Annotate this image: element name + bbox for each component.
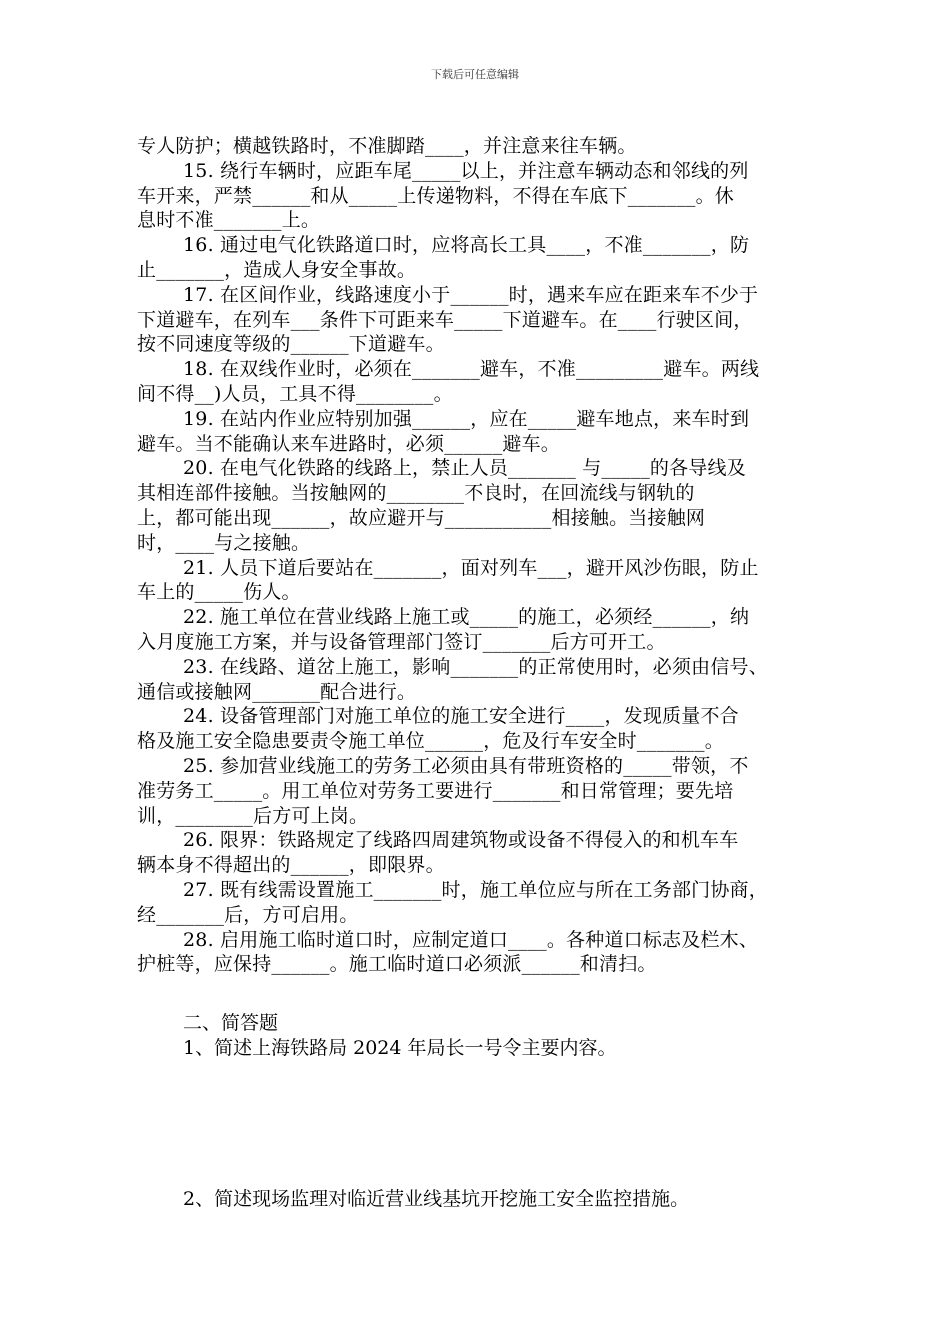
section-title: 二、简答题: [183, 1012, 279, 1034]
text-line: 息时不准_______上。: [137, 209, 321, 232]
text-line: 车开来，严禁______和从_____上传递物料，不得在车底下_______。休: [137, 184, 735, 207]
text-line: 20. 在电气化铁路的线路上，禁止人员_______ 与_____的各导线及: [183, 457, 746, 480]
text-line: 15. 绕行车辆时，应距车尾_____以上，并注意车辆动态和邻线的列: [183, 159, 749, 182]
text-line: 22. 施工单位在营业线路上施工或_____的施工，必须经______，纳: [183, 606, 750, 629]
question-1: 1、简述上海铁路局 2024 年局长一号令主要内容。: [183, 1037, 617, 1059]
question-2: 2、简述现场监理对临近营业线基坑开挖施工安全监控措施。: [183, 1188, 690, 1210]
text-line: 上，都可能出现______，故应避开与___________相接触。当接触网: [137, 506, 706, 529]
text-line: 经_______后，方可启用。: [137, 903, 359, 926]
text-line: 时，____与之接触。: [137, 531, 311, 554]
text-line: 其相连部件接触。当按触网的________不良时，在回流线与钢轨的: [137, 482, 695, 505]
text-line: 通信或接触网_______配合进行。: [137, 680, 417, 703]
text-line: 按不同速度等级的______下道避车。: [137, 333, 445, 356]
text-line: 避车。当不能确认来车进路时，必须______避车。: [137, 432, 561, 455]
text-line: 准劳务工_____。用工单位对劳务工要进行_______和日常管理；要先培: [137, 779, 734, 802]
text-line: 止_______，造成人身安全事故。: [137, 258, 417, 281]
text-line: 19. 在站内作业应特别加强______，应在_____避车地点，来车时到: [183, 407, 750, 430]
text-line: 18. 在双线作业时，必须在_______避车，不准_________避车。两线: [183, 358, 760, 381]
text-line: 专人防护；横越铁路时，不准脚踏____，并注意来往车辆。: [137, 135, 637, 157]
text-line: 26. 限界：铁路规定了线路四周建筑物或设备不得侵入的和机车车: [183, 829, 739, 852]
text-line: 格及施工安全隐患要责令施工单位______，危及行车安全时_______。: [137, 730, 724, 753]
text-line: 车上的_____伤人。: [137, 581, 301, 604]
text-line: 入月度施工方案，并与设备管理部门签订_______后方可开工。: [137, 630, 666, 653]
text-line: 28. 启用施工临时道口时，应制定道口____。各种道口标志及栏木、: [183, 928, 759, 951]
text-line: 护桩等，应保持______。施工临时道口必须派______和清扫。: [137, 953, 657, 976]
text-line: 25. 参加营业线施工的劳务工必须由具有带班资格的_____带领，不: [183, 754, 749, 777]
text-line: 训，________后方可上岗。: [137, 804, 369, 827]
text-line: 下道避车，在列车___条件下可距来车_____下道避车。在____行驶区间，: [137, 308, 753, 331]
text-line: 27. 既有线需设置施工_______时，施工单位应与所在工务部门协商，: [183, 878, 768, 901]
text-line: 24. 设备管理部门对施工单位的施工安全进行____，发现质量不合: [183, 705, 739, 728]
text-line: 辆本身不得超出的______，即限界。: [137, 854, 445, 877]
fill-in-blank-section: [137, 134, 837, 977]
text-line: 23. 在线路、道岔上施工，影响_______的正常使用时，必须由信号、: [183, 655, 768, 678]
page-header: 下载后可任意编辑: [431, 68, 519, 81]
text-line: 16. 通过电气化铁路道口时，应将高长工具____，不准_______，防: [183, 234, 750, 257]
text-line: 间不得__)人员，工具不得________。: [137, 382, 453, 405]
text-line: 17. 在区间作业，线路速度小于______时，遇来车应在距来车不少于: [183, 283, 759, 306]
text-line: 21. 人员下道后要站在_______，面对列车___，避开风沙伤眼，防止: [183, 556, 759, 579]
